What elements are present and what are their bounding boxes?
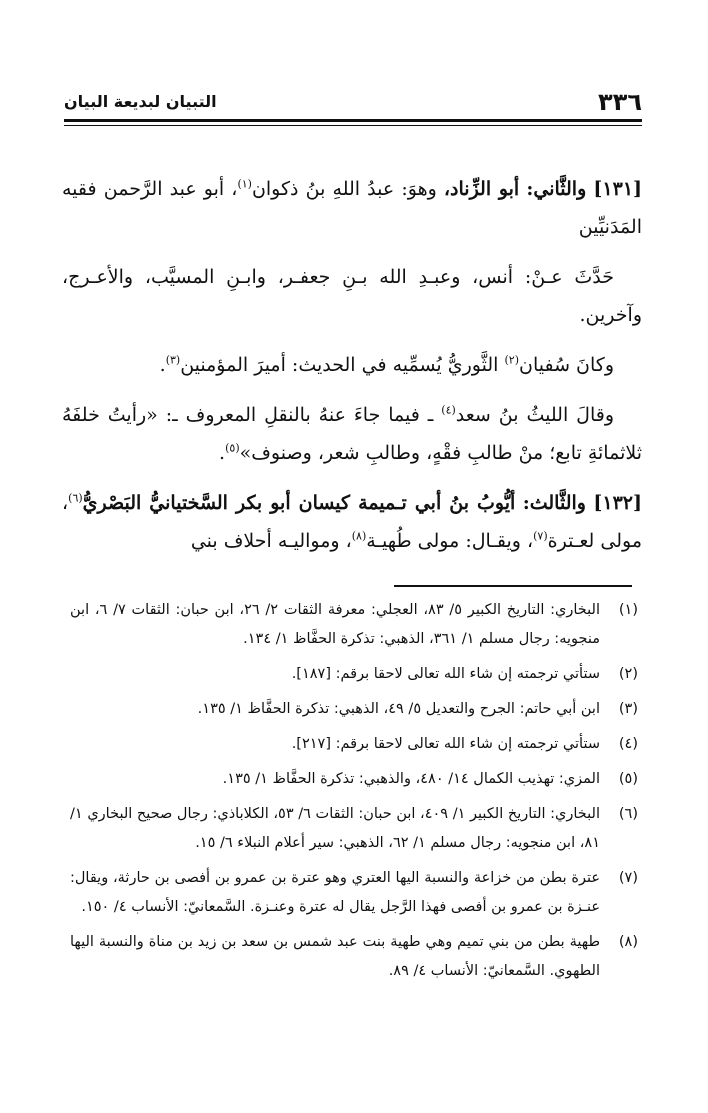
footnote-text: البخاري: التاريخ الكبير ١/ ٤٠٩، ابن حبان: الثقات ٦/ ٥٣، الكلاباذي: رجال صحيح البخاري ١/ ٨١، ابن منجويه: رجال مسلم ١/ ٦٢، الذهبي: سير أعلام النبلاء ٦/ ١٥.: [70, 806, 600, 851]
footnote-item: [70, 928, 638, 986]
footnote-ref-7[interactable]: (٧): [533, 529, 548, 543]
entry-text: وهوَ: عبدُ اللهِ بنُ ذكوان: [251, 178, 437, 200]
footnote-ref-8[interactable]: (٨): [351, 529, 367, 543]
header-rule-thin: [64, 125, 642, 126]
footnotes: [70, 596, 638, 992]
footnote-text: ستأتي ترجمته إن شاء الله تعالى لاحقا برقم: [١٨٧].: [291, 666, 600, 682]
entry-order: والثَّاني:: [526, 178, 587, 200]
footnote-text: عترة بطن من خزاعة والنسبة اليها العتري وهو عترة بن عمرو بن أفصى بن حارثة، ويقال: عنـزة بن عمرو بن أفصى فهذا الرَّجل يقال له عترة وعنـزة. السَّمعانيّ: الأنساب ٤/ ١٥٠.: [70, 870, 600, 915]
footnote-text: ستأتي ترجمته إن شاء الله تعالى لاحقا برقم: [٢١٧].: [291, 736, 600, 752]
footnote-item: [70, 864, 638, 922]
entry-text: ، أبو عبد الرَّحمن فقيه المَدَنيِّين: [62, 178, 642, 238]
text-segment: .: [159, 354, 166, 376]
text-segment: ، ويقـال: مولى طُهيـة: [366, 530, 534, 552]
footnote-text: المزي: تهذيب الكمال ١٤/ ٤٨٠، والذهبي: تذكرة الحفَّاظ ١/ ١٣٥.: [222, 771, 600, 787]
header-rule-thick: [64, 119, 642, 122]
paragraph-taught-from: حَدَّثَ عـنْ: أنس، وعبـدِ الله بـنِ جعفـر، وابـنِ المسيَّب، والأعـرج، وآخرين.: [62, 266, 642, 326]
footnote-separator: [394, 585, 632, 587]
footnote-ref-2[interactable]: (٢): [504, 353, 519, 367]
footnote-ref-5[interactable]: (٥): [225, 441, 240, 455]
entry-name: أيُّوبُ بنُ أبي تـميمة كيسان أبو بكر السَّختيانيُّ البَصْريُّ: [82, 492, 516, 514]
page-number: ٣٣٦: [598, 88, 642, 116]
footnote-item: [70, 730, 638, 759]
footnote-text: البخاري: التاريخ الكبير ٥/ ٨٣، العجلي: معرفة الثقات ٢/ ٢٦، ابن حبان: الثقات ٧/ ٦، ابن منجويه: رجال مسلم ١/ ٣٦١، الذهبي: تذكرة الحفَّاظ ١/ ١٣٤.: [70, 602, 600, 647]
footnote-text: ابن أبي حاتم: الجرح والتعديل ٥/ ٤٩، الذهبي: تذكرة الحفَّاظ ١/ ١٣٥.: [197, 701, 600, 717]
footnote-number: (١): [618, 602, 638, 618]
entry-order: والثَّالث:: [522, 492, 586, 514]
footnote-number: (٧): [618, 870, 638, 886]
entry-131: [62, 170, 642, 246]
footnote-number: (٤): [618, 736, 638, 752]
footnote-number: (٣): [618, 701, 638, 717]
footnote-item: [70, 765, 638, 794]
main-text: [62, 170, 642, 560]
footnote-number: (٨): [618, 934, 638, 950]
text-segment: وقالَ الليثُ بنُ سعد: [455, 404, 615, 426]
text-segment: .: [219, 442, 226, 464]
text-segment: وكانَ سُفيان: [518, 354, 614, 376]
footnote-ref-3[interactable]: (٣): [165, 353, 181, 367]
footnote-item: [70, 800, 638, 858]
footnote-ref-4[interactable]: (٤): [441, 403, 456, 417]
footnote-ref-1[interactable]: (١): [237, 177, 252, 191]
footnote-ref-6[interactable]: (٦): [68, 491, 83, 505]
footnote-item: [70, 695, 638, 724]
footnote-text: طهية بطن من بني تميم وهي طهية بنت عبد شمس بن سعد بن زيد بن مناة والنسبة اليها الطهوي. السَّمعانيّ: الأنساب ٤/ ٨٩.: [70, 934, 600, 979]
text-segment: ، ومواليـه أحلاف بني: [190, 530, 352, 552]
entry-name: أبو الزِّناد،: [443, 178, 520, 200]
page-header: [64, 88, 642, 118]
entry-132: [62, 484, 642, 560]
running-title: التبيان لبديعة البيان: [64, 92, 217, 111]
footnote-number: (٦): [618, 806, 638, 822]
paragraph-layth: [62, 396, 642, 472]
footnote-item: [70, 596, 638, 654]
paragraph-sufyan: [62, 346, 642, 384]
footnote-number: (٢): [618, 666, 638, 682]
text-segment: ، مولى لعـترة: [62, 492, 642, 552]
entry-number: [١٣٢]: [593, 492, 643, 514]
text-segment: الثَّوريُّ يُسمِّيه في الحديث: أميرَ المؤمنين: [180, 354, 505, 376]
footnote-item: [70, 660, 638, 689]
text-segment: ـ فيما جاءَ عنهُ بالنقلِ المعروف ـ: «رأيتُ خلفَهُ ثلاثمائةِ تابع؛ منْ طالبِ فقْهٍ، وطالبِ شعر، وصنوف»: [62, 404, 642, 464]
entry-number: [١٣١]: [593, 178, 643, 200]
footnote-number: (٥): [618, 771, 638, 787]
